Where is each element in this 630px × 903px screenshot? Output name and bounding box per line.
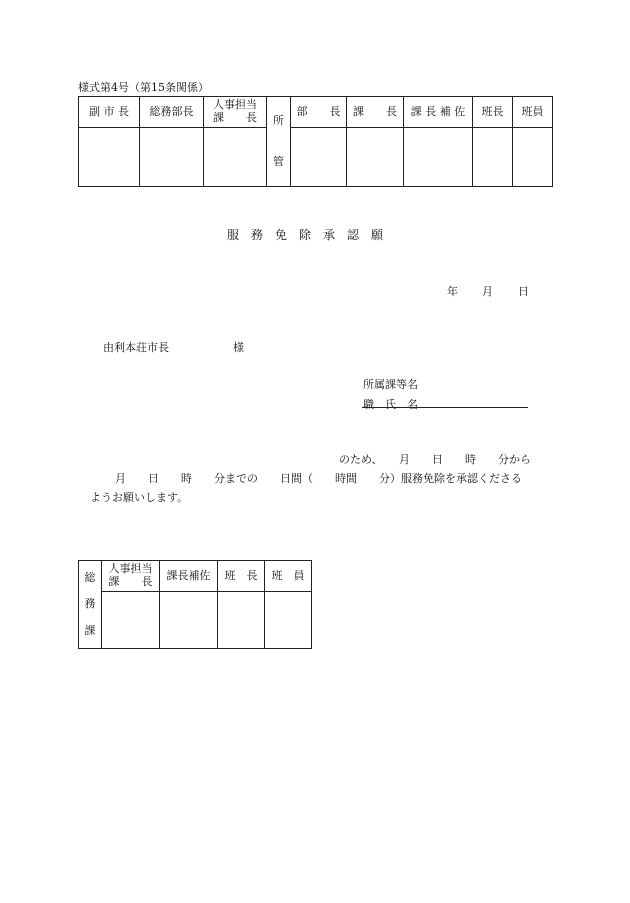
- header-team-leader: 班長: [473, 97, 513, 128]
- date-day: 日: [518, 285, 529, 298]
- stamp-cell: [204, 128, 267, 187]
- body-line-2: 月 日 時 分までの 日間（ 時間 分）服務免除を承認くださる: [115, 472, 522, 485]
- shokan-char-1: 所: [273, 113, 284, 127]
- bottom-header-team-leader: 班 長: [218, 561, 265, 592]
- date-month: 月: [482, 285, 493, 298]
- body-line-1: のため、 月 日 時 分から: [339, 453, 532, 466]
- stamp-cell: [160, 592, 218, 649]
- bottom-header-team-member: 班 員: [265, 561, 312, 592]
- body-line-3: ようお願いします。: [90, 491, 189, 504]
- header-section-chief: 課 長: [347, 97, 404, 128]
- header-personnel-line2: 課 長: [213, 111, 257, 124]
- stamp-cell: [79, 128, 140, 187]
- header-assistant-chief: 課 長 補 佐: [404, 97, 473, 128]
- stamp-cell: [265, 592, 312, 649]
- stamp-cell: [102, 592, 160, 649]
- addressee-name: 由利本荘市長: [103, 341, 169, 354]
- header-personnel-manager: [204, 97, 267, 128]
- bottom-header-assistant-chief: 課長補佐: [160, 561, 218, 592]
- somu-side-cell: [79, 561, 102, 649]
- somu-char-2: 務: [84, 597, 96, 611]
- stamp-cell: [513, 128, 553, 187]
- addressee-honorific: 様: [233, 341, 244, 354]
- header-personnel-line1: 人事担当: [213, 98, 257, 112]
- applicant-name-underline: [362, 395, 528, 408]
- header-vice-mayor: 副 市 長: [79, 97, 140, 128]
- bottom-header-personnel-manager: [102, 561, 160, 592]
- shokan-cell: [267, 97, 291, 187]
- form-number: 様式第4号（第15条関係）: [78, 81, 209, 94]
- bottom-personnel-line1: 人事担当: [108, 562, 153, 576]
- somu-char-1: 総: [84, 570, 96, 584]
- header-department-head: 部 長: [291, 97, 347, 128]
- stamp-cell: [218, 592, 265, 649]
- stamp-cell: [473, 128, 513, 187]
- header-team-member: 班員: [513, 97, 553, 128]
- somu-char-3: 課: [84, 623, 96, 637]
- document-title: 服 務 免 除 承 認 願: [227, 228, 384, 242]
- general-affairs-table: [78, 560, 312, 649]
- header-general-affairs-director: 総務部長: [140, 97, 204, 128]
- applicant-name-label: 職 氏 名: [363, 398, 418, 411]
- stamp-cell: [347, 128, 404, 187]
- approval-stamp-table: [78, 96, 553, 187]
- stamp-cell: [291, 128, 347, 187]
- stamp-cell: [404, 128, 473, 187]
- stamp-cell: [140, 128, 204, 187]
- applicant-dept-label: 所属課等名: [363, 378, 418, 391]
- shokan-char-2: 管: [273, 154, 284, 168]
- bottom-personnel-line2: 課 長: [108, 575, 153, 588]
- date-year: 年: [447, 285, 458, 298]
